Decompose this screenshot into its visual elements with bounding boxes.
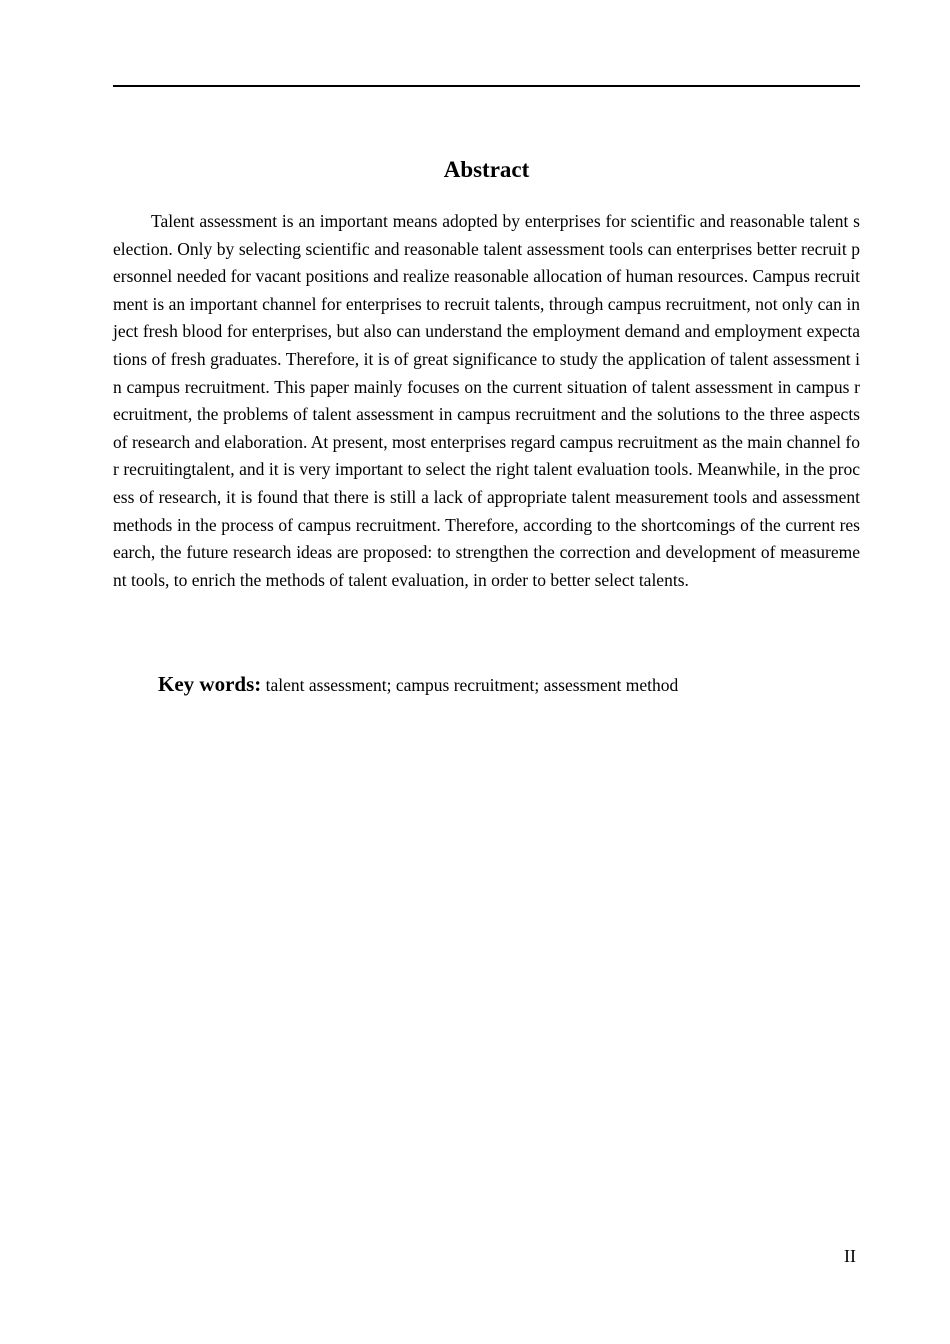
abstract-body: Talent assessment is an important means adopted by enterprises for scientific and reasonable talent selection. Only by selecting scientific and reasonable talent assessment tools can enterprises better recruit personnel needed for vacant positions and realize reasonable allocation of human resources. Campus recruitment is an important channel for enterprises to recruit talents, through campus recruitment, not only can inject fresh blood for enterprises, but also can understand the employment demand and employment expectations of fresh graduates. Therefore, it is of great significance to study the application of talent assessment in campus recruitment. This paper mainly focuses on the current situation of talent assessment in campus recruitment, the problems of talent assessment in campus recruitment and the solutions to the three aspects of research and elaboration. At present, most enterprises regard campus recruitment as the main channel for recruitingtalent, and it is very important to select the right talent evaluation tools. Meanwhile, in the process of research, it is found that there is still a lack of appropriate talent measurement tools and assessment methods in the process of campus recruitment. Therefore, according to the shortcomings of the current research, the future research ideas are proposed: to strengthen the correction and development of measurement tools, to enrich the methods of talent evaluation, in order to better select talents. [113,211,860,590]
header-rule [113,85,860,87]
keywords-line [158,669,858,700]
abstract-title: Abstract [443,157,530,182]
page-number: II [844,1246,856,1266]
keywords-text: talent assessment; campus recruitment; assessment method [261,675,679,695]
keywords-label: Key words: [158,672,262,696]
